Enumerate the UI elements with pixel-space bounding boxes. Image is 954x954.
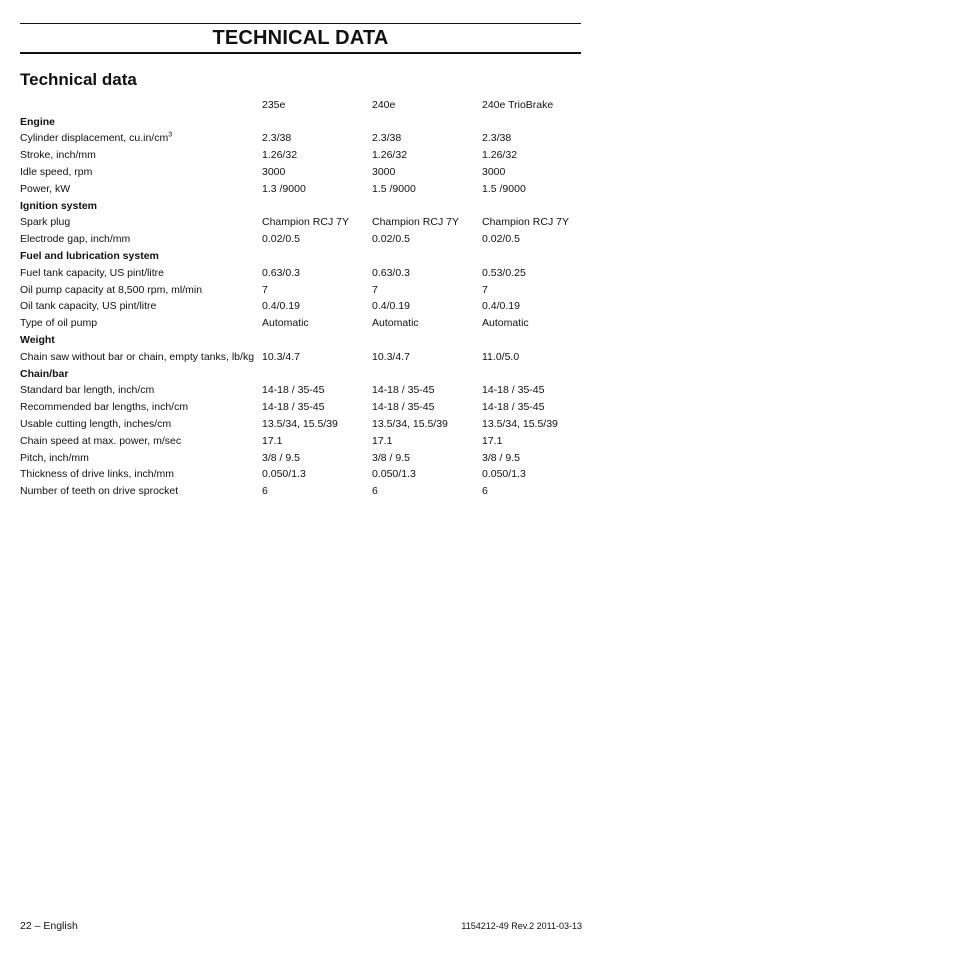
value-cell: 0.63/0.3 (262, 266, 300, 279)
empty-cell (262, 248, 372, 265)
table-row (20, 315, 600, 332)
value-cell: 0.050/1.3 (482, 468, 526, 481)
table-row (20, 433, 600, 450)
table-body (20, 114, 600, 500)
row-label (20, 416, 262, 433)
value-cell: 0.02/0.5 (372, 233, 410, 246)
value-cell: 0.050/1.3 (262, 468, 306, 481)
table-row (20, 450, 600, 467)
empty-cell (372, 366, 482, 383)
value-cell: 13.5/34, 15.5/39 (372, 418, 448, 431)
empty-cell (482, 366, 600, 383)
table-group-row (20, 114, 600, 131)
value-cell: 17.1 (262, 434, 283, 447)
value-cell: 13.5/34, 15.5/39 (262, 418, 338, 431)
table-header-row (20, 97, 600, 114)
group-heading: Engine (20, 115, 56, 128)
row-label (20, 282, 262, 299)
value-cell: Champion RCJ 7Y (262, 216, 349, 229)
value-cell: 7 (482, 283, 488, 296)
row-label-text: Spark plug (20, 216, 71, 229)
value-cell: 6 (482, 485, 488, 498)
value-cell: Champion RCJ 7Y (372, 216, 459, 229)
row-label-text: Stroke, inch/mm (20, 149, 96, 162)
value-cell: 10.3/4.7 (262, 350, 300, 363)
value-cell: 3000 (372, 166, 396, 179)
table-row (20, 282, 600, 299)
column-header-model: 240e TrioBrake (482, 98, 554, 111)
row-label (20, 467, 262, 484)
column-header-label (20, 97, 262, 114)
value-cell: 14-18 / 35-45 (372, 384, 435, 397)
row-label (20, 315, 262, 332)
technical-data-table (20, 97, 600, 500)
value-cell: 7 (262, 283, 268, 296)
group-heading: Ignition system (20, 199, 98, 212)
table-group-row (20, 366, 600, 383)
row-label-text: Chain saw without bar or chain, empty tanks, lb/kg (20, 350, 255, 363)
value-cell: 13.5/34, 15.5/39 (482, 418, 558, 431)
value-cell: Automatic (262, 317, 309, 330)
value-cell: 1.26/32 (262, 149, 298, 162)
value-cell: 2.3/38 (262, 132, 292, 145)
row-label (20, 433, 262, 450)
row-label-text: Fuel tank capacity, US pint/litre (20, 266, 164, 279)
empty-cell (372, 248, 482, 265)
table-row (20, 131, 600, 148)
value-cell: 11.0/5.0 (482, 350, 520, 363)
value-cell: 2.3/38 (372, 132, 402, 145)
value-cell: 10.3/4.7 (372, 350, 410, 363)
value-cell: 17.1 (372, 434, 393, 447)
unit-superscript: 3 (168, 131, 173, 139)
row-label (20, 147, 262, 164)
column-header-model: 240e (372, 98, 396, 111)
value-cell: 3/8 / 9.5 (262, 451, 300, 464)
value-cell: 14-18 / 35-45 (372, 401, 435, 414)
row-label (20, 483, 262, 500)
value-cell: 1.26/32 (372, 149, 408, 162)
empty-cell (372, 198, 482, 215)
value-cell: 14-18 / 35-45 (482, 401, 545, 414)
row-label-text: Type of oil pump (20, 317, 98, 330)
empty-cell (372, 114, 482, 131)
row-label-text: Standard bar length, inch/cm (20, 384, 155, 397)
value-cell: 6 (262, 485, 268, 498)
value-cell: 14-18 / 35-45 (482, 384, 545, 397)
table-row (20, 483, 600, 500)
empty-cell (372, 332, 482, 349)
empty-cell (482, 198, 600, 215)
value-cell: 0.02/0.5 (262, 233, 300, 246)
row-label-text: Oil pump capacity at 8,500 rpm, ml/min (20, 283, 203, 296)
table-row (20, 181, 600, 198)
value-cell: 3000 (262, 166, 286, 179)
row-label (20, 131, 262, 148)
value-cell: 0.4/0.19 (262, 300, 300, 313)
row-label-text: Idle speed, rpm (20, 166, 93, 179)
row-label-text: Number of teeth on drive sprocket (20, 485, 179, 498)
value-cell: Champion RCJ 7Y (482, 216, 569, 229)
value-cell: 0.53/0.25 (482, 266, 526, 279)
value-cell: 0.050/1.3 (372, 468, 416, 481)
row-label-text: Pitch, inch/mm (20, 451, 89, 464)
value-cell: 1.5 /9000 (372, 182, 416, 195)
value-cell: 1.5 /9000 (482, 182, 526, 195)
value-cell: 1.3 /9000 (262, 182, 306, 195)
value-cell: 0.02/0.5 (482, 233, 520, 246)
table-row (20, 349, 600, 366)
column-header-model: 235e (262, 98, 286, 111)
section-title: Technical data (20, 70, 137, 89)
row-label-text: Chain speed at max. power, m/sec (20, 434, 182, 447)
row-label-text: Oil tank capacity, US pint/litre (20, 300, 157, 313)
footer-document-reference: 1154212-49 Rev.2 2011-03-13 (461, 921, 582, 931)
table-row (20, 164, 600, 181)
row-label-text: Cylinder displacement, cu.in/cm (20, 132, 169, 145)
header-bottom-rule (20, 52, 581, 54)
row-label (20, 164, 262, 181)
empty-cell (262, 366, 372, 383)
table-row (20, 215, 600, 232)
table-row (20, 147, 600, 164)
footer-page-number: 22 – English (20, 920, 78, 932)
table-row (20, 399, 600, 416)
page-header-title: TECHNICAL DATA (212, 27, 389, 49)
value-cell: 0.4/0.19 (482, 300, 520, 313)
table-group-row (20, 248, 600, 265)
table-row (20, 383, 600, 400)
row-label-text: Thickness of drive links, inch/mm (20, 468, 175, 481)
row-label-text: Electrode gap, inch/mm (20, 233, 131, 246)
group-heading: Fuel and lubrication system (20, 250, 159, 263)
table-row (20, 265, 600, 282)
header-top-rule (20, 23, 581, 24)
value-cell: 1.26/32 (482, 149, 518, 162)
empty-cell (482, 332, 600, 349)
table-row (20, 416, 600, 433)
empty-cell (482, 248, 600, 265)
empty-cell (262, 114, 372, 131)
value-cell: 2.3/38 (482, 132, 512, 145)
row-label-text: Recommended bar lengths, inch/cm (20, 401, 189, 414)
group-heading: Chain/bar (20, 367, 69, 380)
row-label-text: Power, kW (20, 182, 71, 195)
value-cell: 3/8 / 9.5 (372, 451, 410, 464)
row-label (20, 231, 262, 248)
row-label (20, 399, 262, 416)
value-cell: 3/8 / 9.5 (482, 451, 520, 464)
table-row (20, 231, 600, 248)
empty-cell (262, 332, 372, 349)
value-cell: 14-18 / 35-45 (262, 384, 325, 397)
row-label (20, 349, 262, 366)
row-label (20, 299, 262, 316)
row-label (20, 181, 262, 198)
value-cell: 6 (372, 485, 378, 498)
value-cell: 0.63/0.3 (372, 266, 410, 279)
row-label (20, 265, 262, 282)
value-cell: 3000 (482, 166, 506, 179)
row-label (20, 215, 262, 232)
row-label (20, 450, 262, 467)
group-heading: Weight (20, 334, 55, 347)
value-cell: 0.4/0.19 (372, 300, 410, 313)
table-group-row (20, 332, 600, 349)
row-label-text: Usable cutting length, inches/cm (20, 418, 172, 431)
value-cell: 7 (372, 283, 378, 296)
value-cell: Automatic (482, 317, 529, 330)
value-cell: 17.1 (482, 434, 503, 447)
empty-cell (262, 198, 372, 215)
table-group-row (20, 198, 600, 215)
table-row (20, 299, 600, 316)
empty-cell (482, 114, 600, 131)
row-label (20, 383, 262, 400)
value-cell: Automatic (372, 317, 419, 330)
table-row (20, 467, 600, 484)
value-cell: 14-18 / 35-45 (262, 401, 325, 414)
